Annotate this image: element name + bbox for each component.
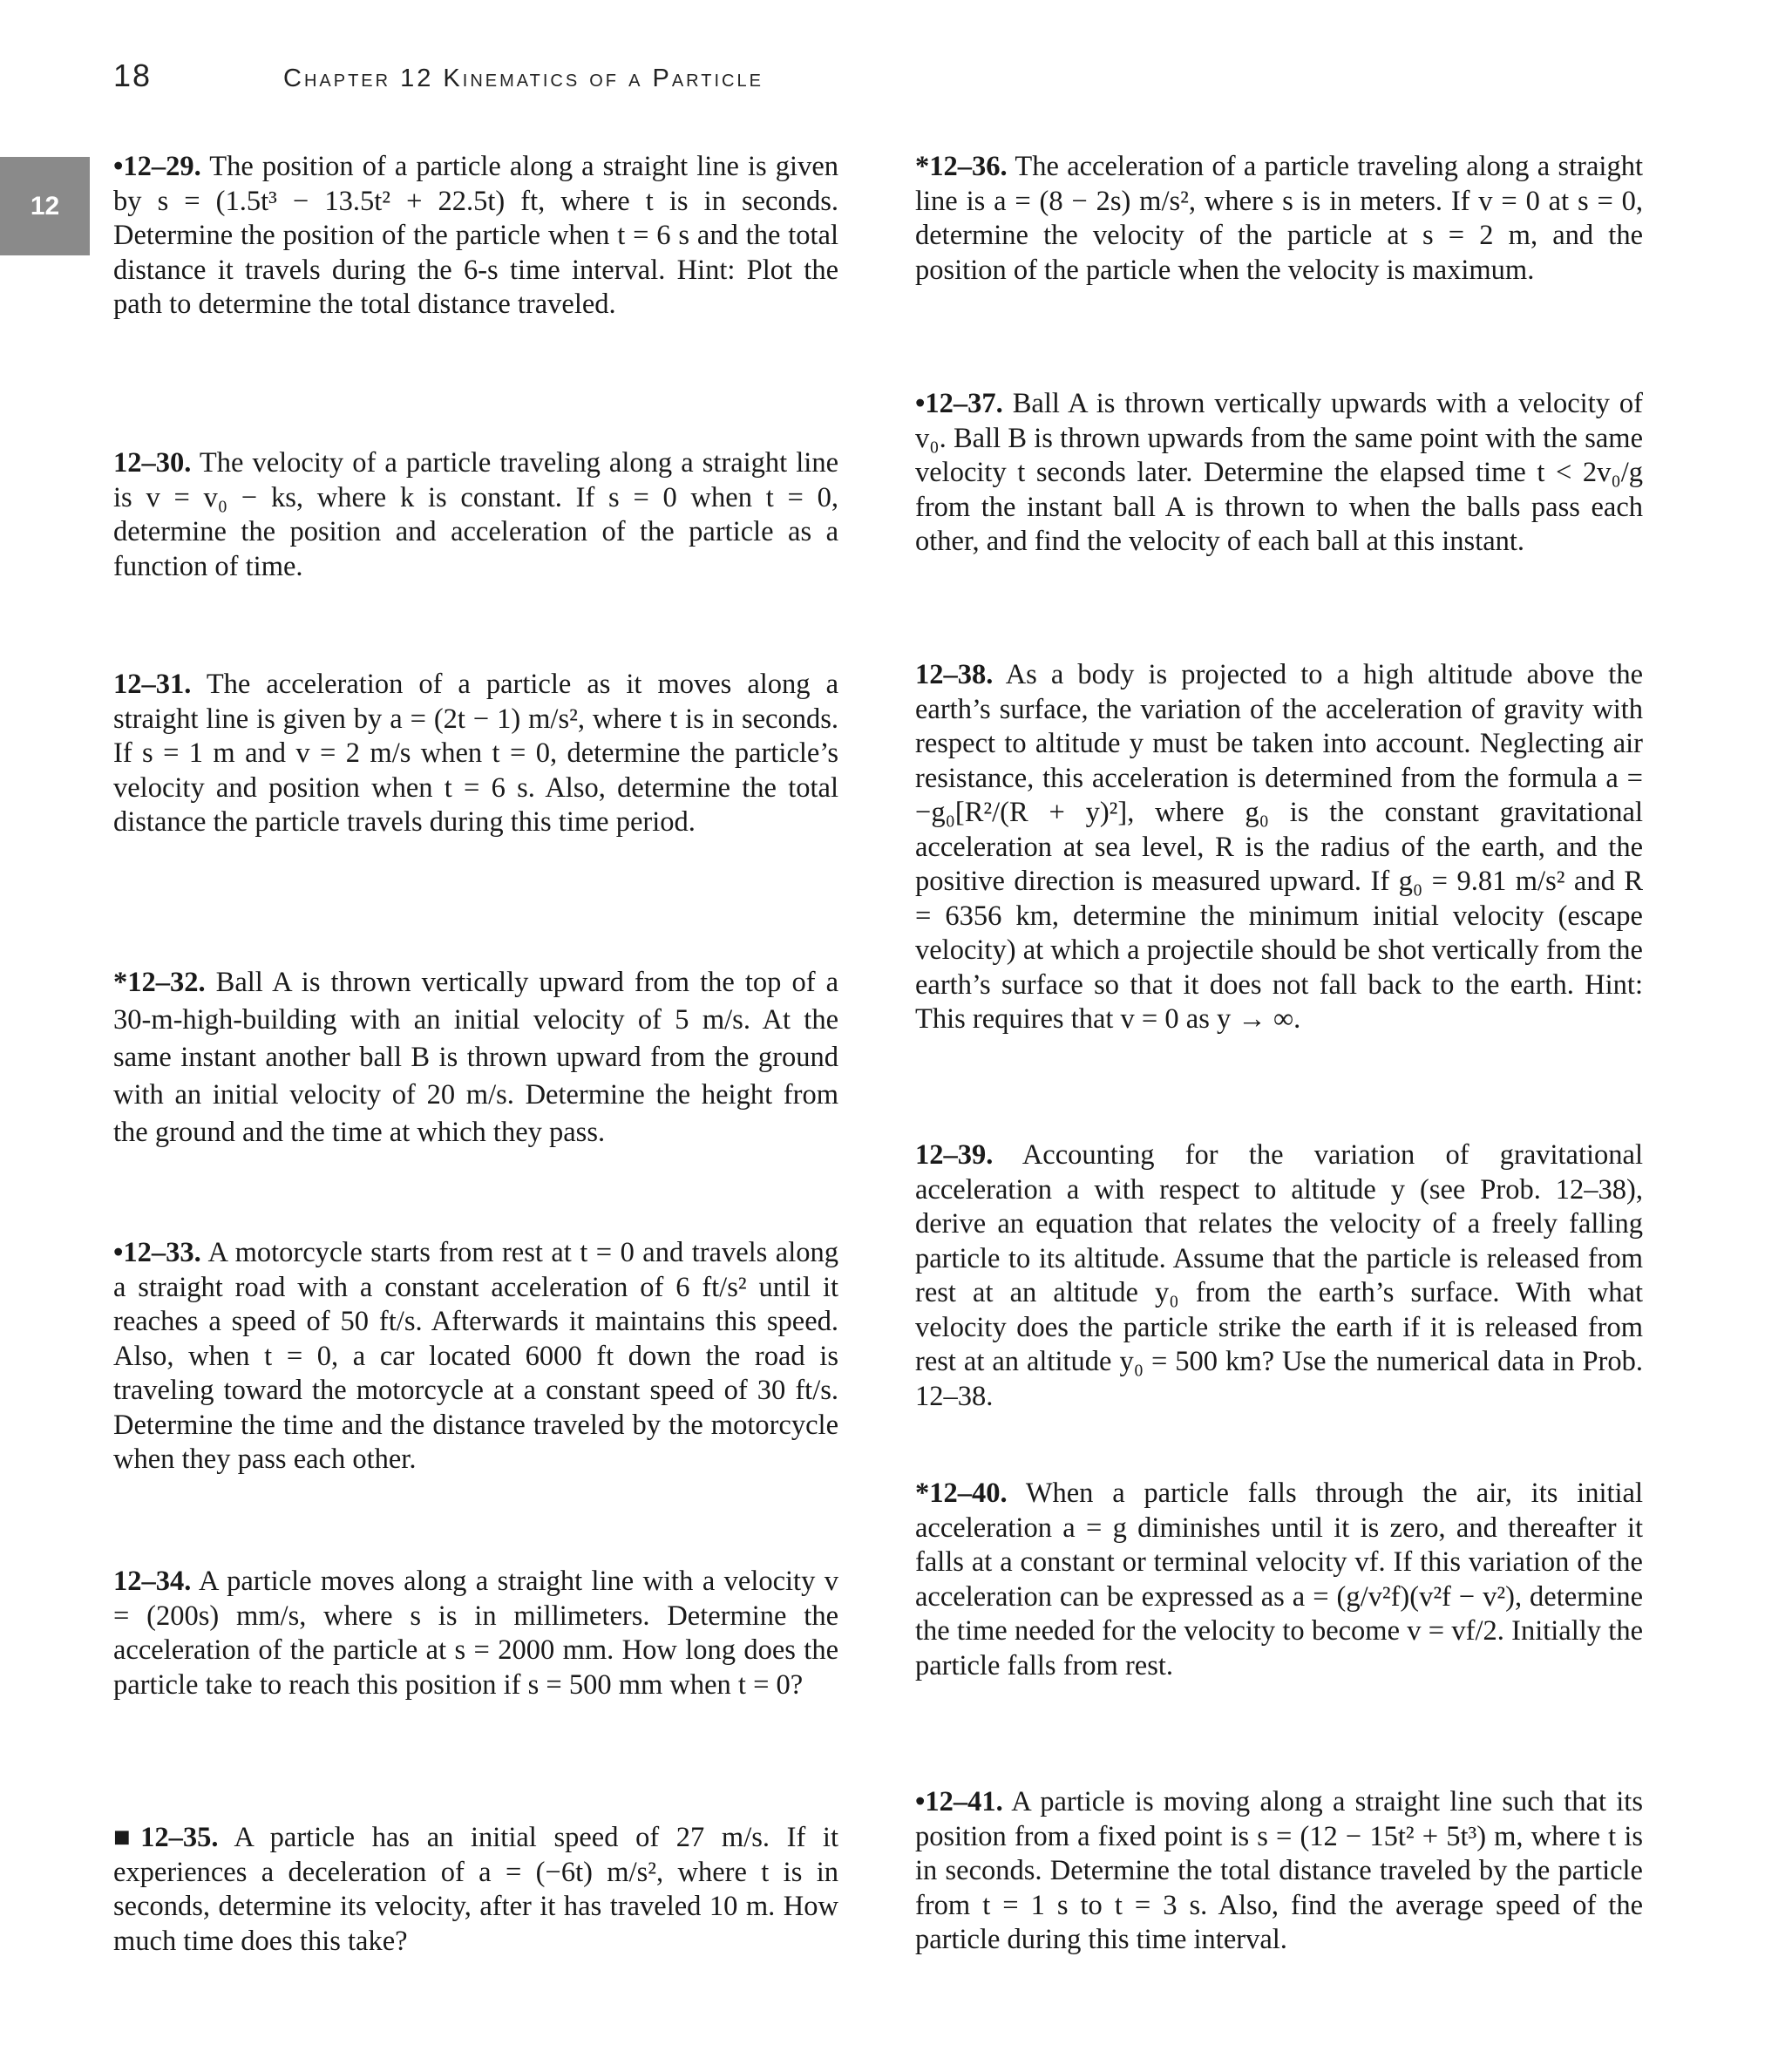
problem-number: 12–34.	[113, 1566, 192, 1597]
chapter-tab: 12	[0, 157, 90, 255]
problem-12-33	[113, 1236, 838, 1478]
problem-marker: •	[915, 1786, 926, 1817]
problem-12-35	[113, 1821, 838, 1959]
problem-12-29	[113, 150, 838, 323]
problem-12-36	[915, 150, 1643, 288]
problem-12-34	[113, 1565, 838, 1702]
problem-text: When a particle falls through the air, its initial acceleration a = g diminishes until it is zero, and thereafter it falls at a constant or terminal velocity vf. If this variation of the acceleration can be expressed as a = (g/v²f)(v²f − v²), determine the time needed for the velocity to become v = vf/2. Initially the particle falls from rest.	[915, 1478, 1643, 1681]
problem-number: 12–33.	[123, 1237, 201, 1268]
problem-marker: *	[113, 967, 128, 998]
problem-text: The acceleration of a particle traveling along a straight line is a = (8 − 2s) m/s², where s is in meters. If v = 0 at s = 0, determine the velocity of the particle at s = 2 m, and the position of the particle when the velocity is maximum.	[915, 151, 1643, 286]
problem-12-31	[113, 668, 838, 840]
problem-number: 12–36.	[929, 151, 1008, 182]
running-head: Chapter 12 Kinematics of a Particle	[283, 65, 764, 92]
problem-text: The position of a particle along a straight line is given by s = (1.5t³ − 13.5t² + 22.5t) ft, where t is in seconds. Determine the position of the particle when t = 6 s and the total distance it travels during the 6-s time interval. Hint: Plot the path to determine the total distance traveled.	[113, 151, 838, 320]
problem-number: 12–32.	[127, 967, 206, 998]
problem-number: 12–29.	[123, 151, 201, 182]
page-number: 18	[113, 58, 153, 93]
problem-marker: *	[915, 1478, 930, 1509]
problem-number: 12–41.	[925, 1786, 1003, 1817]
problem-text: A particle moves along a straight line with a velocity v = (200s) mm/s, where s is in millimeters. Determine the acceleration of the particle at s = 2000 mm. How long does the particle take to reach this position if s = 500 mm when t = 0?	[113, 1566, 838, 1701]
problem-number: 12–35.	[140, 1822, 219, 1853]
problem-number: 12–38.	[915, 659, 994, 690]
problem-text: A particle has an initial speed of 27 m/s. If it experiences a deceleration of a = (−6t) m/s², where t is in seconds, determine its velocity, after it has traveled 10 m. How much time does this take?	[113, 1822, 838, 1957]
problem-12-32	[113, 964, 838, 1151]
problem-12-41	[915, 1785, 1643, 1958]
problem-12-40	[915, 1477, 1643, 1683]
problem-12-30	[113, 446, 838, 584]
problem-marker: •	[113, 151, 124, 182]
problem-text: As a body is projected to a high altitude above the earth’s surface, the variation of the acceleration of gravity with respect to altitude y must be taken into account. Neglecting air resistance, this acceleration is determined from the formula a = −g₀[R²/(R + y)²], where g₀ is the constant gravitational acceleration at sea level, R is the radius of the earth, and the positive direction is measured upward. If g₀ = 9.81 m/s² and R = 6356 km, determine the minimum initial velocity (escape velocity) at which a projectile should be shot vertically from the earth’s surface so that it does not fall back to the earth. Hint: This requires that v = 0 as y → ∞.	[915, 659, 1643, 1035]
problem-text: Ball A is thrown vertically upward from the top of a 30-m-high-building with an initial velocity of 5 m/s. At the same instant another ball B is thrown upward from the ground with an initial velocity of 20 m/s. Determine the height from the ground and the time at which they pass.	[113, 967, 838, 1148]
problem-12-39	[915, 1138, 1643, 1414]
problem-text: Accounting for the variation of gravitational acceleration a with respect to altitude y (see Prob. 12–38), derive an equation that relates the velocity of a freely falling particle to its altitude. Assume that the particle is released from rest at an altitude y₀ from the earth’s surface. With what velocity does the particle strike the earth if it is released from rest at an altitude y₀ = 500 km? Use the numerical data in Prob. 12–38.	[915, 1139, 1643, 1412]
problem-number: 12–40.	[929, 1478, 1008, 1509]
problem-number: 12–30.	[113, 447, 192, 479]
problem-number: 12–37.	[925, 388, 1003, 419]
problem-text: A motorcycle starts from rest at t = 0 and travels along a straight road with a constant acceleration of 6 ft/s² until it reaches a speed of 50 ft/s. Afterwards it maintains this speed. Also, when t = 0, a car located 6000 ft down the road is traveling toward the motorcycle at a constant speed of 30 ft/s. Determine the time and the distance traveled by the motorcycle when they pass each other.	[113, 1237, 838, 1475]
problem-text: A particle is moving along a straight line such that its position from a fixed point is s = (12 − 15t² + 5t³) m, where t is in seconds. Determine the total distance traveled by the particle from t = 1 s to t = 3 s. Also, find the average speed of the particle during this time interval.	[915, 1786, 1643, 1955]
problem-marker: *	[915, 151, 930, 182]
problem-text: Ball A is thrown vertically upwards with a velocity of v₀. Ball B is thrown upwards from the same point with the same velocity t seconds later. Determine the elapsed time t < 2v₀/g from the instant ball A is thrown to when the balls pass each other, and find the velocity of each ball at this instant.	[915, 388, 1644, 557]
problem-marker: ■	[113, 1822, 141, 1853]
problem-marker: •	[915, 388, 926, 419]
problem-text: The velocity of a particle traveling along a straight line is v = v₀ − ks, where k is constant. If s = 0 when t = 0, determine the position and acceleration of the particle as a function of time.	[113, 447, 838, 582]
problem-12-38	[915, 658, 1643, 1037]
problem-text: The acceleration of a particle as it moves along a straight line is given by a = (2t − 1) m/s², where t is in seconds. If s = 1 m and v = 2 m/s when t = 0, determine the particle’s velocity and position when t = 6 s. Also, determine the total distance the particle travels during this time period.	[113, 669, 838, 838]
problem-number: 12–31.	[113, 669, 192, 700]
problem-number: 12–39.	[915, 1139, 994, 1171]
problem-marker: •	[113, 1237, 124, 1268]
problem-12-37	[915, 387, 1643, 560]
